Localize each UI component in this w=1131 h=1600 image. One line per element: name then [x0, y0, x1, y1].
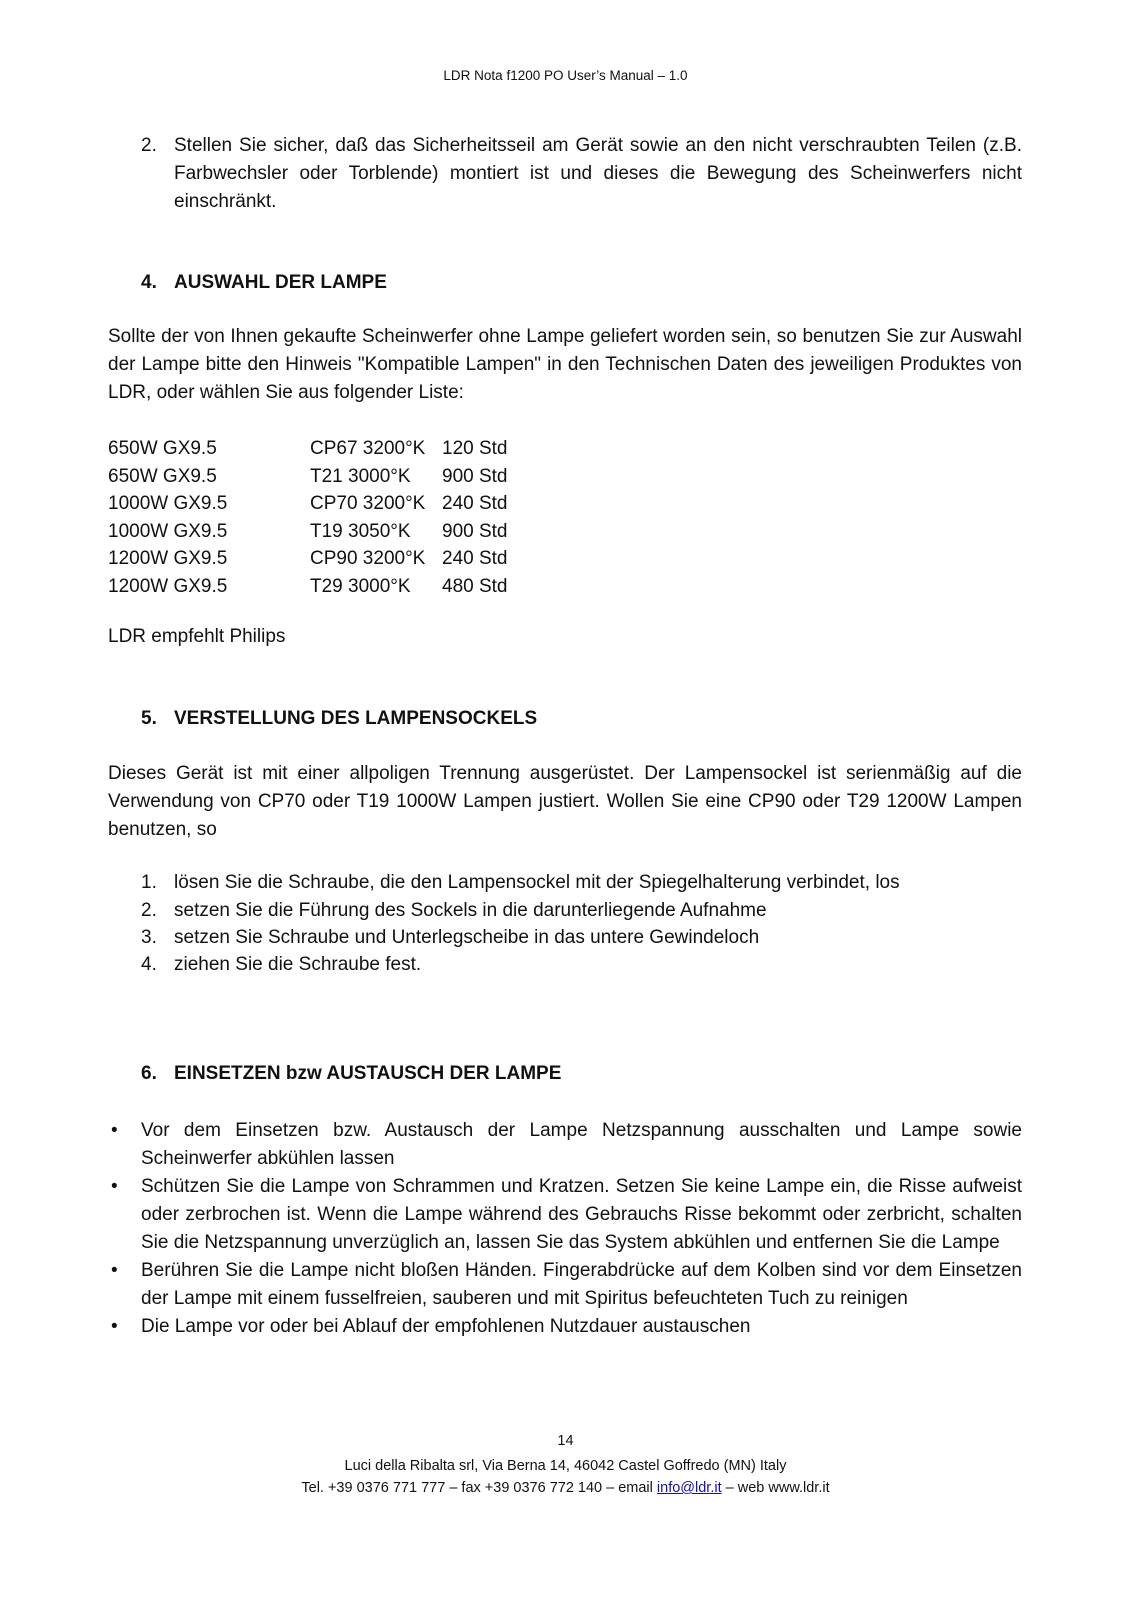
page-header: LDR Nota f1200 PO User’s Manual – 1.0	[443, 68, 688, 83]
email-link[interactable]: info@ldr.it	[656, 1480, 722, 1496]
section4-intro: Sollte der von Ihnen gekaufte Scheinwerfer ohne Lampe geliefert worden sein, so benutzen Sie zur Auswahl der Lampe bitte den Hinweis "Kompatible Lampen" in den Technischen Daten des jeweiligen Produktes von LDR, oder wählen Sie aus folgender Liste:	[108, 326, 1022, 403]
bullet-item	[108, 1117, 1022, 1173]
lamp-life: 240 Std	[442, 548, 508, 569]
list-item	[141, 897, 1022, 925]
item-text: Stellen Sie sicher, daß das Sicherheitsseil am Gerät sowie an den nicht verschraubten Teilen (z.B. Farbwechsler oder Torblende) montiert ist und dieses die Bewegung des Scheinwerfers nicht einschränkt.	[174, 135, 1022, 212]
item-number: 2.	[141, 900, 157, 921]
section-heading-4	[141, 269, 387, 297]
item-text: setzen Sie die Führung des Sockels in die darunterliegende Aufnahme	[174, 900, 767, 921]
bullet-text: Schützen Sie die Lampe von Schrammen und Kratzen. Setzen Sie keine Lampe ein, die Risse aufweist oder zerbrochen ist. Wenn die Lampe während des Gebrauchs Risse bekommt oder zerbricht, schalten Sie die Netzspannung unverzüglich an, lassen Sie das System abkühlen und entfernen Sie die Lampe	[141, 1176, 1022, 1253]
lamp-row	[108, 573, 522, 601]
lamp-type: CP70 3200°K	[310, 493, 426, 514]
item-number: 2.	[141, 135, 157, 156]
bullet-item	[108, 1257, 1022, 1313]
lamp-type: T19 3050°K	[310, 520, 411, 542]
lamp-life: 120 Std	[442, 438, 508, 459]
item-number: 3.	[141, 927, 157, 948]
bullet-item	[108, 1313, 1022, 1341]
heading-number: 6.	[141, 1063, 157, 1084]
bullet-list	[108, 1117, 1022, 1341]
lamp-base: 1200W GX9.5	[108, 548, 228, 569]
list-item	[141, 132, 1022, 216]
section5-intro: Dieses Gerät ist mit einer allpoligen Trennung ausgerüstet. Der Lampensockel ist serienmäßig auf die Verwendung von CP70 oder T19 1000W Lampen justiert. Wollen Sie eine CP90 oder T29 1200W Lampen benutzen, so	[108, 763, 1022, 840]
lamp-row	[108, 518, 522, 546]
recommendation: LDR empfehlt Philips	[108, 626, 286, 647]
heading-number: 4.	[141, 272, 157, 293]
footer-contact	[0, 1480, 1131, 1496]
bullet-text: Die Lampe vor oder bei Ablauf der empfohlenen Nutzdauer austauschen	[141, 1316, 751, 1337]
item-number: 1.	[141, 872, 157, 893]
bullet-icon: •	[111, 1316, 118, 1337]
lamp-type: CP67 3200°K	[310, 438, 426, 459]
lamp-type: T29 3000°K	[310, 575, 411, 597]
section-heading-6	[141, 1060, 561, 1088]
list-item	[141, 951, 1022, 979]
bullet-icon: •	[111, 1120, 118, 1141]
lamp-base: 1000W GX9.5	[108, 520, 228, 542]
bullet-text: Vor dem Einsetzen bzw. Austausch der Lampe Netzspannung ausschalten und Lampe sowie Scheinwerfer abkühlen lassen	[141, 1120, 1022, 1169]
lamp-row	[108, 463, 522, 491]
lamp-list	[108, 435, 522, 600]
footer-contact-prefix: Tel. +39 0376 771 777 – fax +39 0376 772 140 – email	[301, 1480, 657, 1496]
lamp-life: 900 Std	[442, 520, 508, 542]
list-item	[141, 869, 1022, 897]
section-heading-5	[141, 705, 537, 733]
lamp-row	[108, 490, 522, 518]
lamp-life: 900 Std	[442, 465, 508, 487]
lamp-life: 240 Std	[442, 493, 508, 514]
heading-title: EINSETZEN bzw AUSTAUSCH DER LAMPE	[174, 1063, 562, 1084]
bullet-item	[108, 1173, 1022, 1257]
lamp-base: 1200W GX9.5	[108, 575, 228, 597]
lamp-base: 650W GX9.5	[108, 438, 217, 459]
bullet-text: Berühren Sie die Lampe nicht bloßen Händen. Fingerabdrücke auf dem Kolben sind vor dem Einsetzen der Lampe mit einem fusselfreien, sauberen und mit Spiritus befeuchteten Tuch zu reinigen	[141, 1260, 1022, 1309]
lamp-base: 1000W GX9.5	[108, 493, 228, 514]
lamp-type: CP90 3200°K	[310, 548, 426, 569]
item-text: lösen Sie die Schraube, die den Lampensockel mit der Spiegelhalterung verbindet, los	[174, 872, 900, 893]
lamp-type: T21 3000°K	[310, 465, 411, 487]
bullet-icon: •	[111, 1176, 118, 1197]
item-text: ziehen Sie die Schraube fest.	[174, 954, 422, 975]
heading-number: 5.	[141, 708, 157, 729]
heading-title: AUSWAHL DER LAMPE	[174, 272, 387, 293]
item-number: 4.	[141, 954, 157, 975]
footer-company: Luci della Ribalta srl, Via Berna 14, 46042 Castel Goffredo (MN) Italy	[344, 1458, 787, 1474]
footer-contact-suffix: – web www.ldr.it	[721, 1480, 830, 1496]
page-number: 14	[557, 1433, 574, 1449]
lamp-row	[108, 435, 522, 463]
lamp-row	[108, 545, 522, 573]
lamp-life: 480 Std	[442, 575, 508, 597]
list-item	[141, 924, 1022, 952]
bullet-icon: •	[111, 1260, 118, 1281]
lamp-base: 650W GX9.5	[108, 465, 217, 487]
item-text: setzen Sie Schraube und Unterlegscheibe in das untere Gewindeloch	[174, 927, 760, 948]
heading-title: VERSTELLUNG DES LAMPENSOCKELS	[174, 708, 538, 729]
